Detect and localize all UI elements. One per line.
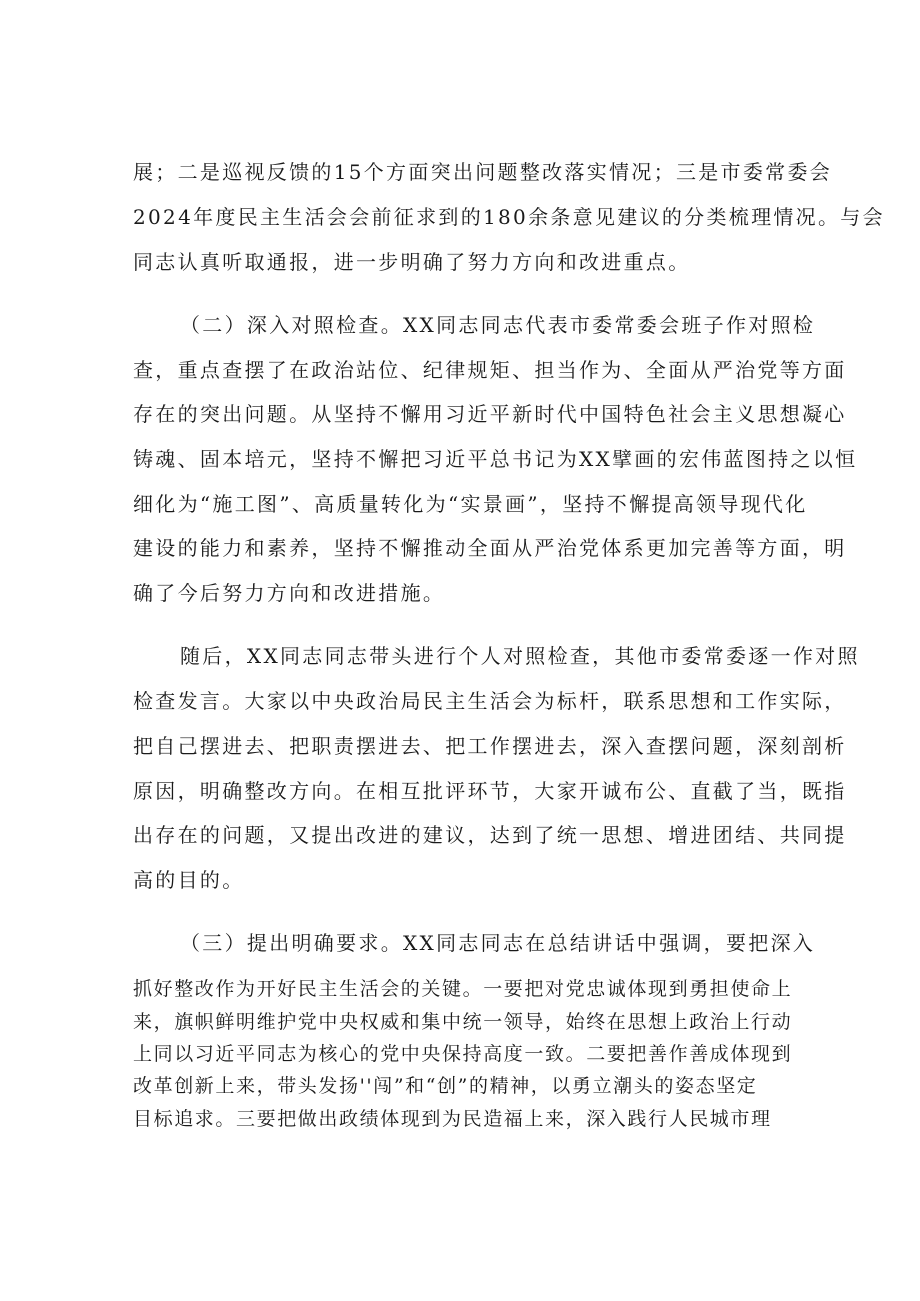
paragraph-line: 展；二是巡视反馈的15个方面突出问题整改落实情况；三是市委常委会	[133, 160, 833, 184]
section-heading-line: （二）深入对照检查。XX同志同志代表市委常委会班子作对照检	[180, 313, 816, 337]
paragraph-line: 检查发言。大家以中央政治局民主生活会为标杆，联系思想和工作实际，	[133, 689, 847, 713]
paragraph-line: 出存在的问题，又提出改进的建议，达到了统一思想、增进团结、共同提	[133, 823, 847, 847]
paragraph-line: 来，旗帜鲜明维护党中央权威和集中统一领导，始终在思想上政治上行动	[133, 1011, 793, 1033]
paragraph-line: 原因，明确整改方向。在相互批评环节，大家开诚布公、直截了当，既指	[133, 779, 847, 803]
paragraph-line: 2024年度民主生活会会前征求到的180余条意见建议的分类梳理情况。与会	[133, 205, 885, 229]
paragraph-line: 存在的突出问题。从坚持不懈用习近平新时代中国特色社会主义思想凝心	[133, 402, 847, 426]
paragraph-line: 查，重点查摆了在政治站位、纪律规矩、担当作为、全面从严治党等方面	[133, 358, 847, 382]
section-heading-line: （三）提出明确要求。XX同志同志在总结讲话中强调，要把深入	[180, 931, 816, 955]
paragraph-line: 细化为“施工图”、高质量转化为“实景画”，坚持不懈提高领导现代化	[133, 492, 808, 516]
paragraph-line: 铸魂、固本培元，坚持不懈把习近平总书记为XX擘画的宏伟蓝图持之以恒	[133, 447, 858, 471]
paragraph-line: 同志认真听取通报，进一步明确了努力方向和改进重点。	[133, 250, 691, 274]
paragraph-line: 把自己摆进去、把职责摆进去、把工作摆进去，深入查摆问题，深刻剖析	[133, 734, 847, 758]
paragraph-line: 上同以习近平同志为核心的党中央保持高度一致。二要把善作善成体现到	[133, 1043, 793, 1065]
paragraph-line: 确了今后努力方向和改进措施。	[133, 581, 446, 605]
paragraph-line: 建设的能力和素养，坚持不懈推动全面从严治党体系更加完善等方面，明	[133, 536, 847, 560]
paragraph-line: 高的目的。	[133, 868, 245, 892]
paragraph-line: 抓好整改作为开好民主生活会的关键。一要把对党忠诚体现到勇担使命上	[133, 978, 793, 1000]
paragraph-line: 改革创新上来，带头发扬''闯”和“创”的精神，以勇立潮头的姿态坚定	[133, 1075, 758, 1097]
paragraph-line: 随后，XX同志同志带头进行个人对照检查，其他市委常委逐一作对照	[180, 644, 860, 668]
paragraph-line: 目标追求。三要把做出政绩体现到为民造福上来，深入践行人民城市理	[133, 1108, 772, 1130]
